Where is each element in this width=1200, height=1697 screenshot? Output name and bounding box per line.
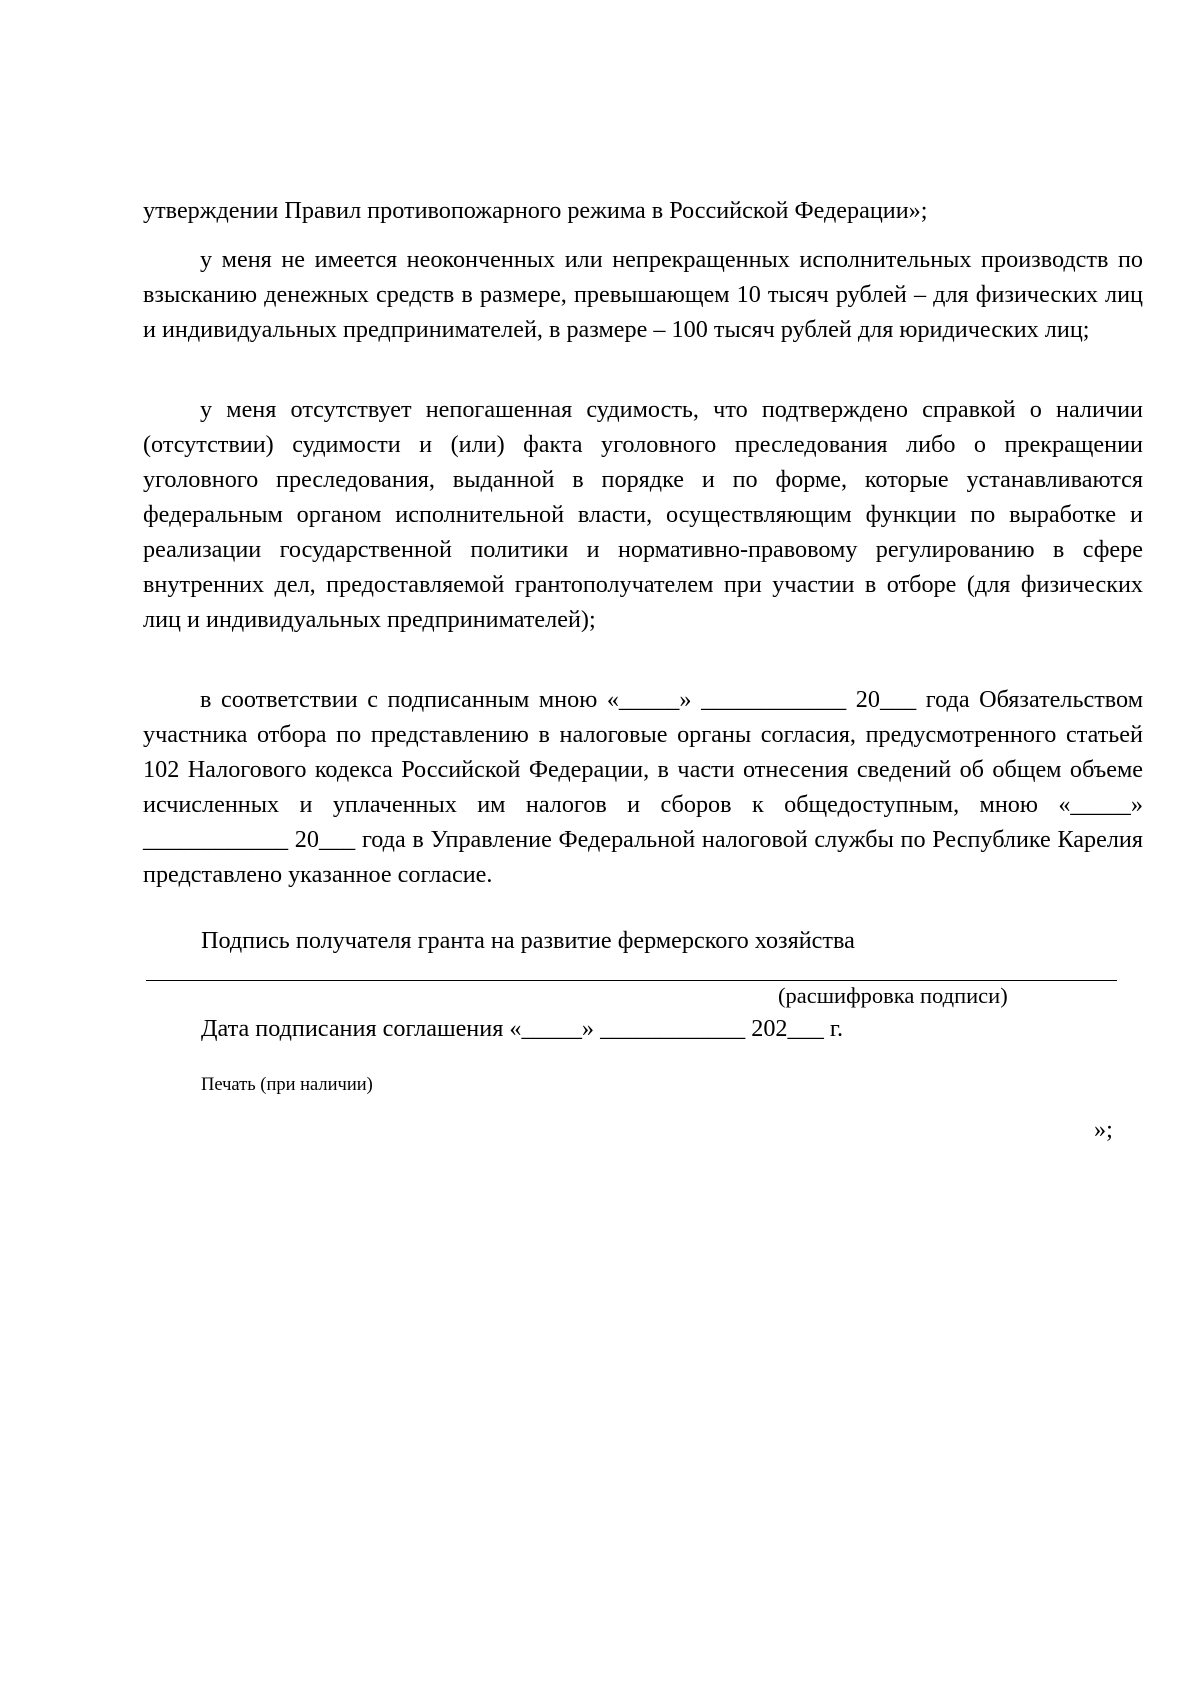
closing-quote-mark: »; xyxy=(1094,1116,1113,1143)
paragraph-criminal-record: у меня отсутствует непогашенная судимость, что подтверждено справкой о наличии (отсутствии) судимости и (или) факта уголовного преследования либо о прекращении уголовного преследования, выданной в порядке и по форме, которые устанавливаются федеральным органом исполнительной власти, осуществляющим функции по выработке и реализации государственной политики и нормативно-правовому регулированию в сфере внутренних дел, предоставляемой грантополучателем при участии в отборе (для физических лиц и индивидуальных предпринимателей); xyxy=(143,396,1143,633)
paragraph-tax-consent: в соответствии с подписанным мною «_____» ____________ 20___ года Обязательством участника отбора по представлению в налоговые органы согласия, предусмотренного статьей 102 Налогового кодекса Российской Федерации, в части отнесения сведений об общем объеме исчисленных и уплаченных им налогов и сборов к общедоступным, мною «_____» ____________ 20___ года в Управление Федеральной налоговой службы по Республике Карелия представлено указанное согласие. xyxy=(143,686,1143,888)
stamp-note: Печать (при наличии) xyxy=(201,1075,373,1095)
paragraph-enforcement-proceedings: у меня не имеется неоконченных или непрекращенных исполнительных производств по взысканию денежных средств в размере, превышающем 10 тысяч рублей – для физических лиц и индивидуальных предпринимателей, в размере – 100 тысяч рублей для юридических лиц; xyxy=(143,246,1143,343)
signature-caption: (расшифровка подписи) xyxy=(778,983,1008,1008)
signature-label: Подпись получателя гранта на развитие фермерского хозяйства xyxy=(201,927,855,954)
signing-date-line: Дата подписания соглашения «_____» ____________ 202___ г. xyxy=(201,1015,844,1042)
intro-line: утверждении Правил противопожарного режима в Российской Федерации»; xyxy=(143,197,928,224)
